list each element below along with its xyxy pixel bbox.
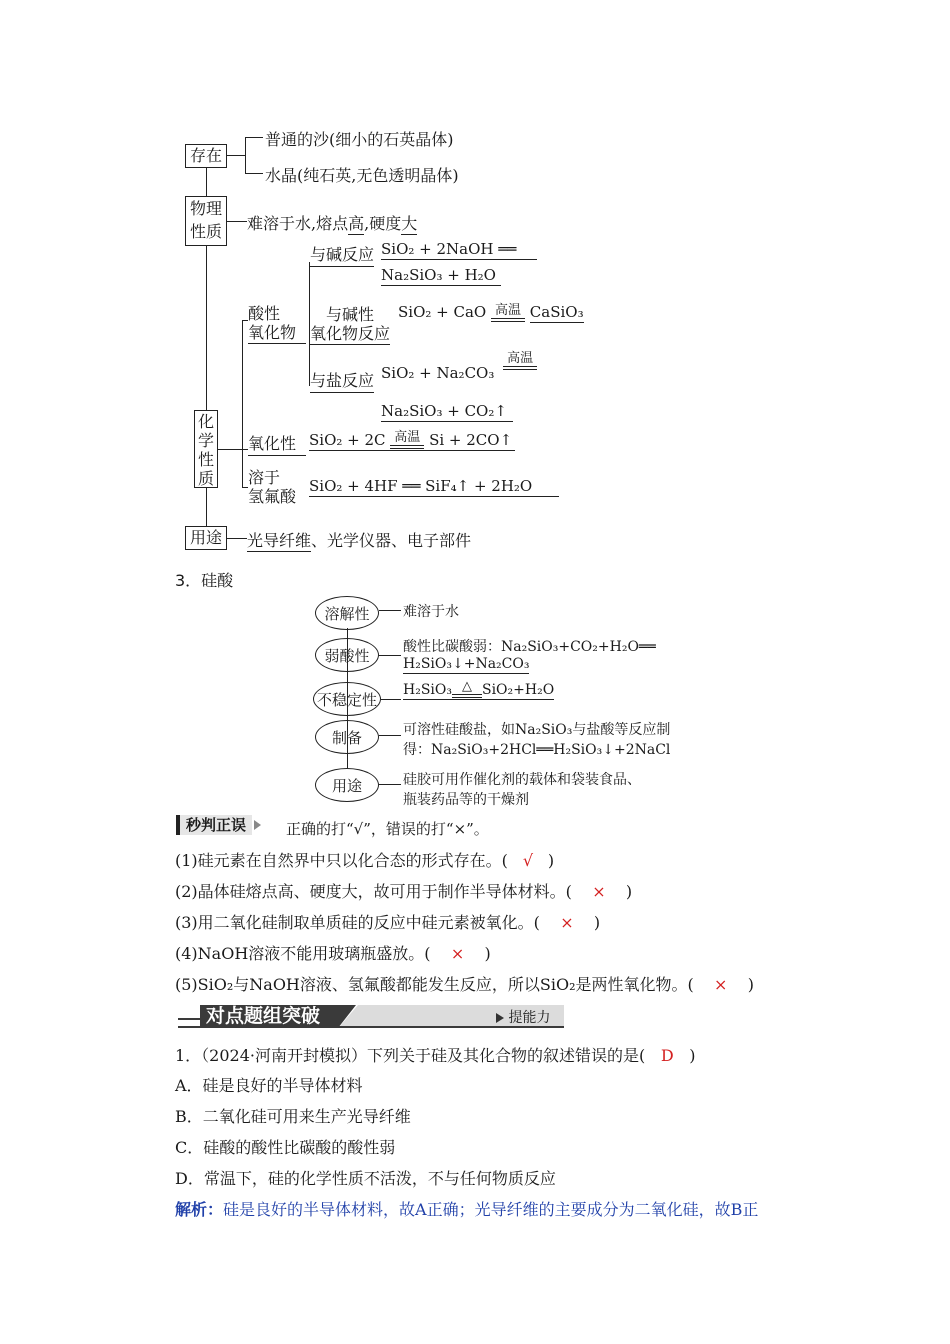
q1-analysis-text: 硅是良好的半导体材料，故A正确；光导纤维的主要成分为二氧化硅，故B正 [223,1200,759,1219]
use-text-b: 、光学仪器、电子部件 [311,531,472,550]
physical-label-l2: 性质 [189,222,222,241]
chemical-connector [218,449,242,450]
oxidizing-left: SiO₂ + 2C [309,431,386,449]
judge-question: (3)用二氧化硅制取单质硅的反应中硅元素被氧化。( [175,913,540,932]
acidic-oxide-l2: 氧化物 [248,323,306,344]
spine-line [206,246,207,410]
silicic-node-use: 用途 [315,768,379,802]
with-basic-oxide-right: CaSiO₃ [529,303,584,321]
silicic-node-instability: 不稳定性 [313,682,381,716]
chemical-bracket [242,320,243,488]
q1-stem-text: 1．（2024·河南开封模拟）下列关于硅及其化合物的叙述错误的是( [175,1046,646,1065]
spine-line [206,488,207,526]
banner-title: 对点题组突破 [206,1005,321,1027]
with-base-eq1: SiO₂ + 2NaOH ══ [381,240,537,260]
silicic-weak-acid-line2: H₂SiO₃↓+Na₂CO₃ [403,656,530,672]
judge-paren: ) [747,975,754,994]
node-connector [381,699,401,700]
q1-analysis-label: 解析： [175,1200,224,1219]
condition-high-temp: 高温 [507,351,534,366]
with-basic-oxide-l2: 氧化物反应 [310,324,391,343]
q1-option: D．常温下，硅的化学性质不活泼，不与任何物质反应 [175,1169,556,1188]
reaction-condition [452,680,482,698]
chemical-label-char: 化 [197,412,214,431]
with-salt-label: 与盐反应 [310,368,374,393]
judge-answer: √ [522,851,534,870]
chemical-box [194,410,218,488]
q1-paren: ) [689,1046,696,1065]
judge-item [175,848,554,871]
q1-option: C．硅酸的酸性比碳酸的酸性弱 [175,1138,396,1157]
exist-item-crystal: 水晶(纯石英,无色透明晶体) [265,166,459,185]
judge-answer: × [592,882,606,901]
judge-answer: × [450,944,465,963]
silicic-use-line2: 瓶装药品等的干燥剂 [403,792,529,808]
judge-question: (5)SiO₂与NaOH溶液、氢氟酸都能发生反应，所以SiO₂是两性氧化物。( [175,975,694,994]
banner-tag [496,1007,550,1027]
arrow-right-icon [496,1013,504,1023]
judge-question: (4)NaOH溶液不能用玻璃瓶盛放。( [175,944,431,963]
q1-option: B．二氧化硅可用来生产光导纤维 [175,1107,411,1126]
reaction-condition [491,304,525,322]
with-basic-oxide-left: SiO₂ + CaO [398,303,487,321]
instability-right: SiO₂+H₂O [481,682,555,698]
hf-l2: 氢氟酸 [248,487,297,506]
chemical-label-char: 性 [197,450,214,469]
exist-bracket [245,137,246,174]
condition-high-temp: 高温 [394,430,421,445]
use-text [247,528,471,551]
judge-item [175,879,632,902]
exist-branch [245,173,263,174]
judge-paren: ) [625,882,633,901]
oxidizing-label: 氧化性 [248,431,306,456]
judge-question: (1)硅元素在自然界中只以化合态的形式存在。( [175,851,508,870]
condition-high-temp: 高温 [494,303,521,318]
with-basic-oxide-eq [398,303,584,322]
with-salt-eq2: Na₂SiO₃ + CO₂↑ [381,402,513,422]
judge-answer: × [714,975,728,994]
physical-text [247,211,417,234]
silicic-weak-acid-line1: 酸性比碳酸弱：Na₂SiO₃+CO₂+H₂O══ [403,639,656,655]
silicic-solubility-text: 难溶于水 [403,604,459,620]
oxidizing-right: Si + 2CO↑ [429,431,513,449]
exist-item-sand: 普通的沙(细小的石英晶体) [265,130,454,149]
exist-connector [227,155,245,156]
silicic-preparation-line2: 得：Na₂SiO₃+2HCl══H₂SiO₃↓+2NaCl [403,742,671,758]
silicic-instability-eq [403,680,554,700]
reaction-condition [390,431,424,449]
silicic-node-weak-acid: 弱酸性 [315,638,379,672]
hf-eq: SiO₂ + 4HF ══ SiF₄↑ + 2H₂O [309,477,559,497]
use-connector [227,538,247,539]
banner-tag-text: 提能力 [508,1010,551,1026]
physical-box [185,196,227,246]
with-basic-oxide-label [310,305,390,345]
condition-heat: △ [461,679,472,694]
exist-box: 存在 [185,144,227,168]
judge-paren: ) [593,913,601,932]
hf-l1: 溶于 [248,468,281,487]
physical-label-l1: 物理 [189,199,222,218]
silicic-preparation-line1: 可溶性硅酸盐，如Na₂SiO₃与盐酸等反应制 [403,722,671,738]
physical-text-d: 大 [401,214,418,233]
acidic-oxide-label [248,304,306,344]
physical-text-b: 高 [348,214,365,233]
judge-item [175,910,600,933]
silicic-use-line1: 硅胶可用作催化剂的载体和袋装食品、 [403,772,641,788]
instability-left: H₂SiO₃ [403,682,452,698]
section3-title: 3．硅酸 [175,571,234,590]
q1-answer: D [660,1046,674,1065]
judge-tag [176,814,261,836]
with-base-label: 与碱反应 [310,242,374,267]
physical-connector [227,221,247,222]
triangle-right-icon [254,820,261,830]
q1-stem [175,1043,695,1066]
physical-text-c: ,硬度 [364,214,402,233]
silicic-node-preparation: 制备 [315,720,379,754]
chemical-label-char: 质 [197,469,214,488]
q1-analysis [175,1197,758,1220]
silicic-node-solubility: 溶解性 [315,596,379,630]
with-basic-oxide-l1: 与碱性 [326,305,375,324]
judge-instruction: 正确的打“√”，错误的打“×”。 [286,820,489,838]
judge-paren: ) [484,944,491,963]
judge-item [175,972,754,995]
reaction-condition [503,352,537,370]
with-salt-left: SiO₂ + Na₂CO₃ [381,364,495,382]
exist-branch [245,137,263,138]
use-box: 用途 [185,526,227,550]
judge-item [175,941,491,964]
oxidizing-eq [309,431,515,451]
node-connector [379,655,401,656]
section-banner [178,1003,564,1031]
chemical-label-char: 学 [197,431,214,450]
node-connector [379,784,401,785]
q1-option: A．硅是良好的半导体材料 [175,1076,363,1095]
hf-label [248,468,296,506]
physical-text-a: 难溶于水,熔点 [247,214,349,233]
judge-answer: × [560,913,574,932]
with-base-eq2: Na₂SiO₃ + H₂O [381,266,501,286]
use-text-a: 光导纤维 [247,531,312,550]
acidic-oxide-l1: 酸性 [248,304,281,323]
judge-tag-text: 秒判正误 [180,815,252,835]
judge-paren: ) [547,851,555,870]
judge-question: (2)晶体硅熔点高、硬度大，故可用于制作半导体材料。( [175,882,572,901]
node-connector [379,735,401,736]
with-salt-eq1 [381,351,537,382]
node-connector [379,610,401,611]
